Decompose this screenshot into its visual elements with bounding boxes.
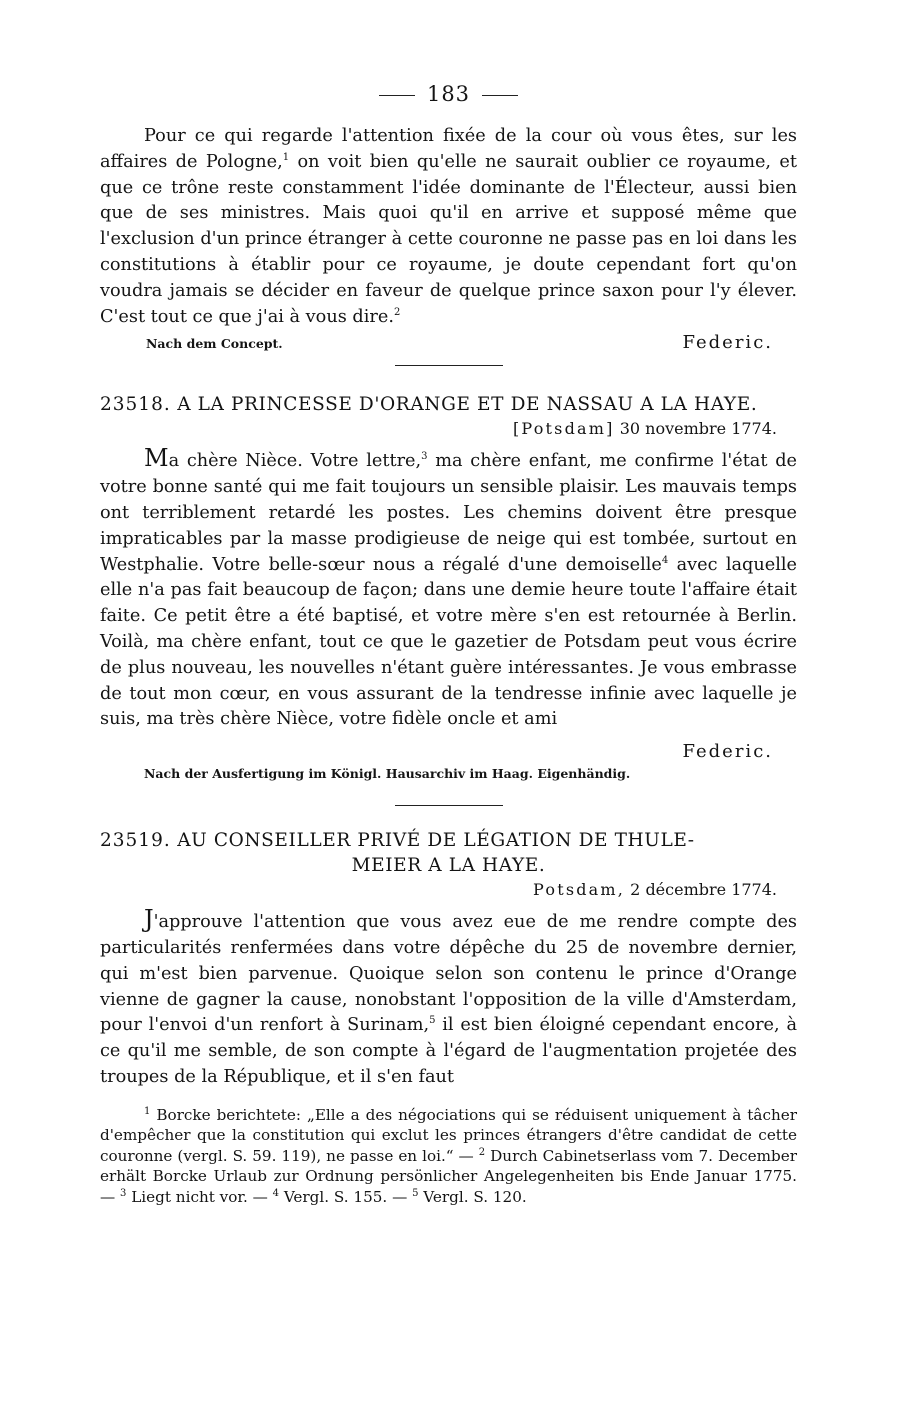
place: [Potsdam] [512,419,615,439]
footnote-number: 5 [412,1187,419,1199]
text-run: Votre lettre, [302,451,422,472]
initial-letter: J [144,905,154,934]
footnote-ref: 1 [282,151,290,163]
date-text: 2 décembre 1774. [630,880,777,900]
letter-title: A LA PRINCESSE D'ORANGE ET DE NASSAU A LA HAYE. [177,394,758,416]
letter-date [100,880,797,899]
letter-number: 23519. [100,830,171,852]
section-divider [395,805,503,806]
signature: Federic. [682,741,773,763]
page [100,82,797,1207]
footnote-text: Vergl. S. 120. [418,1187,527,1206]
footnote-ref: 5 [429,1015,436,1027]
footnote-text: Borcke berichtete: „Elle a des négociations qui se réduisent uniquement à tâcher d'empêcher que la constitution qui exclut les princes étrangers d'être candidat de cette couronne (vergl. S. 59. 119), ne passe en loi.“ — [100,1105,797,1165]
text-run: Pour ce qui regarde l'attention fixée de la cour où vous êtes, sur les affaires de Pologne, [100,126,797,172]
page-header [100,82,797,112]
letter-date [100,419,797,438]
initial-letter: M [144,444,169,473]
previous-letter-closing [100,332,797,353]
text-run: 'approuve l'attention que vous avez eue de me rendre compte des particularités renfermées dans votre dépêche du 25 de novembre dernier, qui m'est bien parvenue. Quoique selon son contenu le prince d'Orange vienne de gagner la cause, nonobstant l'opposition de la ville d'Amsterdam, pour l'envoi d'un renfort à Surinam, [100,912,797,1036]
letter-number: 23518. [100,394,171,416]
letter-heading [100,828,797,878]
section-divider [395,365,503,366]
footnote-number: 4 [272,1187,280,1199]
salutation: a chère Nièce. [168,451,303,472]
place: Potsdam, [533,880,626,900]
header-rule-right [482,95,518,96]
source-note: Nach dem Concept. [146,336,283,352]
text-run: ma chère enfant, me confirme l'état de votre bonne santé qui me fait toujours un sensible plaisir. Les mauvais temps ont terriblement retardé les postes. Les chemins doivent être presque impraticables par la masse prodigieuse de neige qui est tombée, surtout en Westphalie. Votre belle-sœur nous a régalé d'une demoiselle [100,451,797,575]
footnote-block [100,1105,797,1208]
footnote-number: 2 [478,1146,486,1158]
footnote-text: Vergl. S. 155. — [279,1187,413,1206]
footnote-number: 3 [120,1187,127,1199]
previous-letter-paragraph [100,124,797,330]
footnote-ref: 3 [421,451,428,463]
text-run: avec laquelle elle n'a pas fait beaucoup de façon; dans une demie heure toute l'affaire était faite. Ce petit être a été baptisé, et votre mère s'en est retournée à Berlin. Voilà, ma chère enfant, tout ce que le gazetier de Potsdam peut vous écrire de plus nouveau, les nouvelles n'étant guère intéressantes. Je vous embrasse de tout mon cœur, en vous assurant de la tendresse infinie avec laquelle je suis, ma très chère Nièce, votre fidèle oncle et ami [100,554,797,730]
footnotes [100,1105,797,1208]
footnote-number: 1 [144,1105,151,1117]
page-number: 183 [426,82,471,106]
header-rule-left [379,95,415,96]
letter-title-line2: MEIER A LA HAYE. [351,855,546,877]
signature: Federic. [682,332,773,354]
footnote-ref: 4 [661,554,669,566]
footnote-text: Liegt nicht vor. — [126,1187,273,1206]
text-run: on voit bien qu'elle ne saurait oublier ce royaume, et que ce trône reste constamment l'idée dominante de l'Électeur, aussi bien que de ses ministres. Mais quoi qu'il en arrive et supposé même que l'exclusion d'un prince étranger à cette couronne ne passe pas en loi dans les constitutions à établir pour ce royaume, je doute cependant fort qu'on voudra jamais se décider en faveur de quelque prince saxon pour l'y élever. C'est tout ce que j'ai à vous dire. [100,151,797,327]
letter-heading [100,392,797,417]
letter-title-line1: AU CONSEILLER PRIVÉ DE LÉGATION DE THULE- [177,830,695,852]
footnote-ref: 2 [393,306,401,318]
letter-paragraph [100,446,797,733]
source-note: Nach der Ausfertigung im Königl. Hausarchiv im Haag. Eigenhändig. [144,766,631,782]
letter-paragraph [100,907,797,1091]
date-text: 30 novembre 1774. [619,419,777,439]
text-run: il est bien éloigné cependant encore, à ce qu'il me semble, de son compte à l'égard de l'augmentation projetée des troupes de la République, et il s'en faut [100,1015,797,1087]
footnote-text: Durch Cabinetserlass vom 7. December erhält Borcke Urlaub zur Ordnung persönlicher Angelegenheiten bis Ende Januar 1775. — [100,1146,797,1206]
